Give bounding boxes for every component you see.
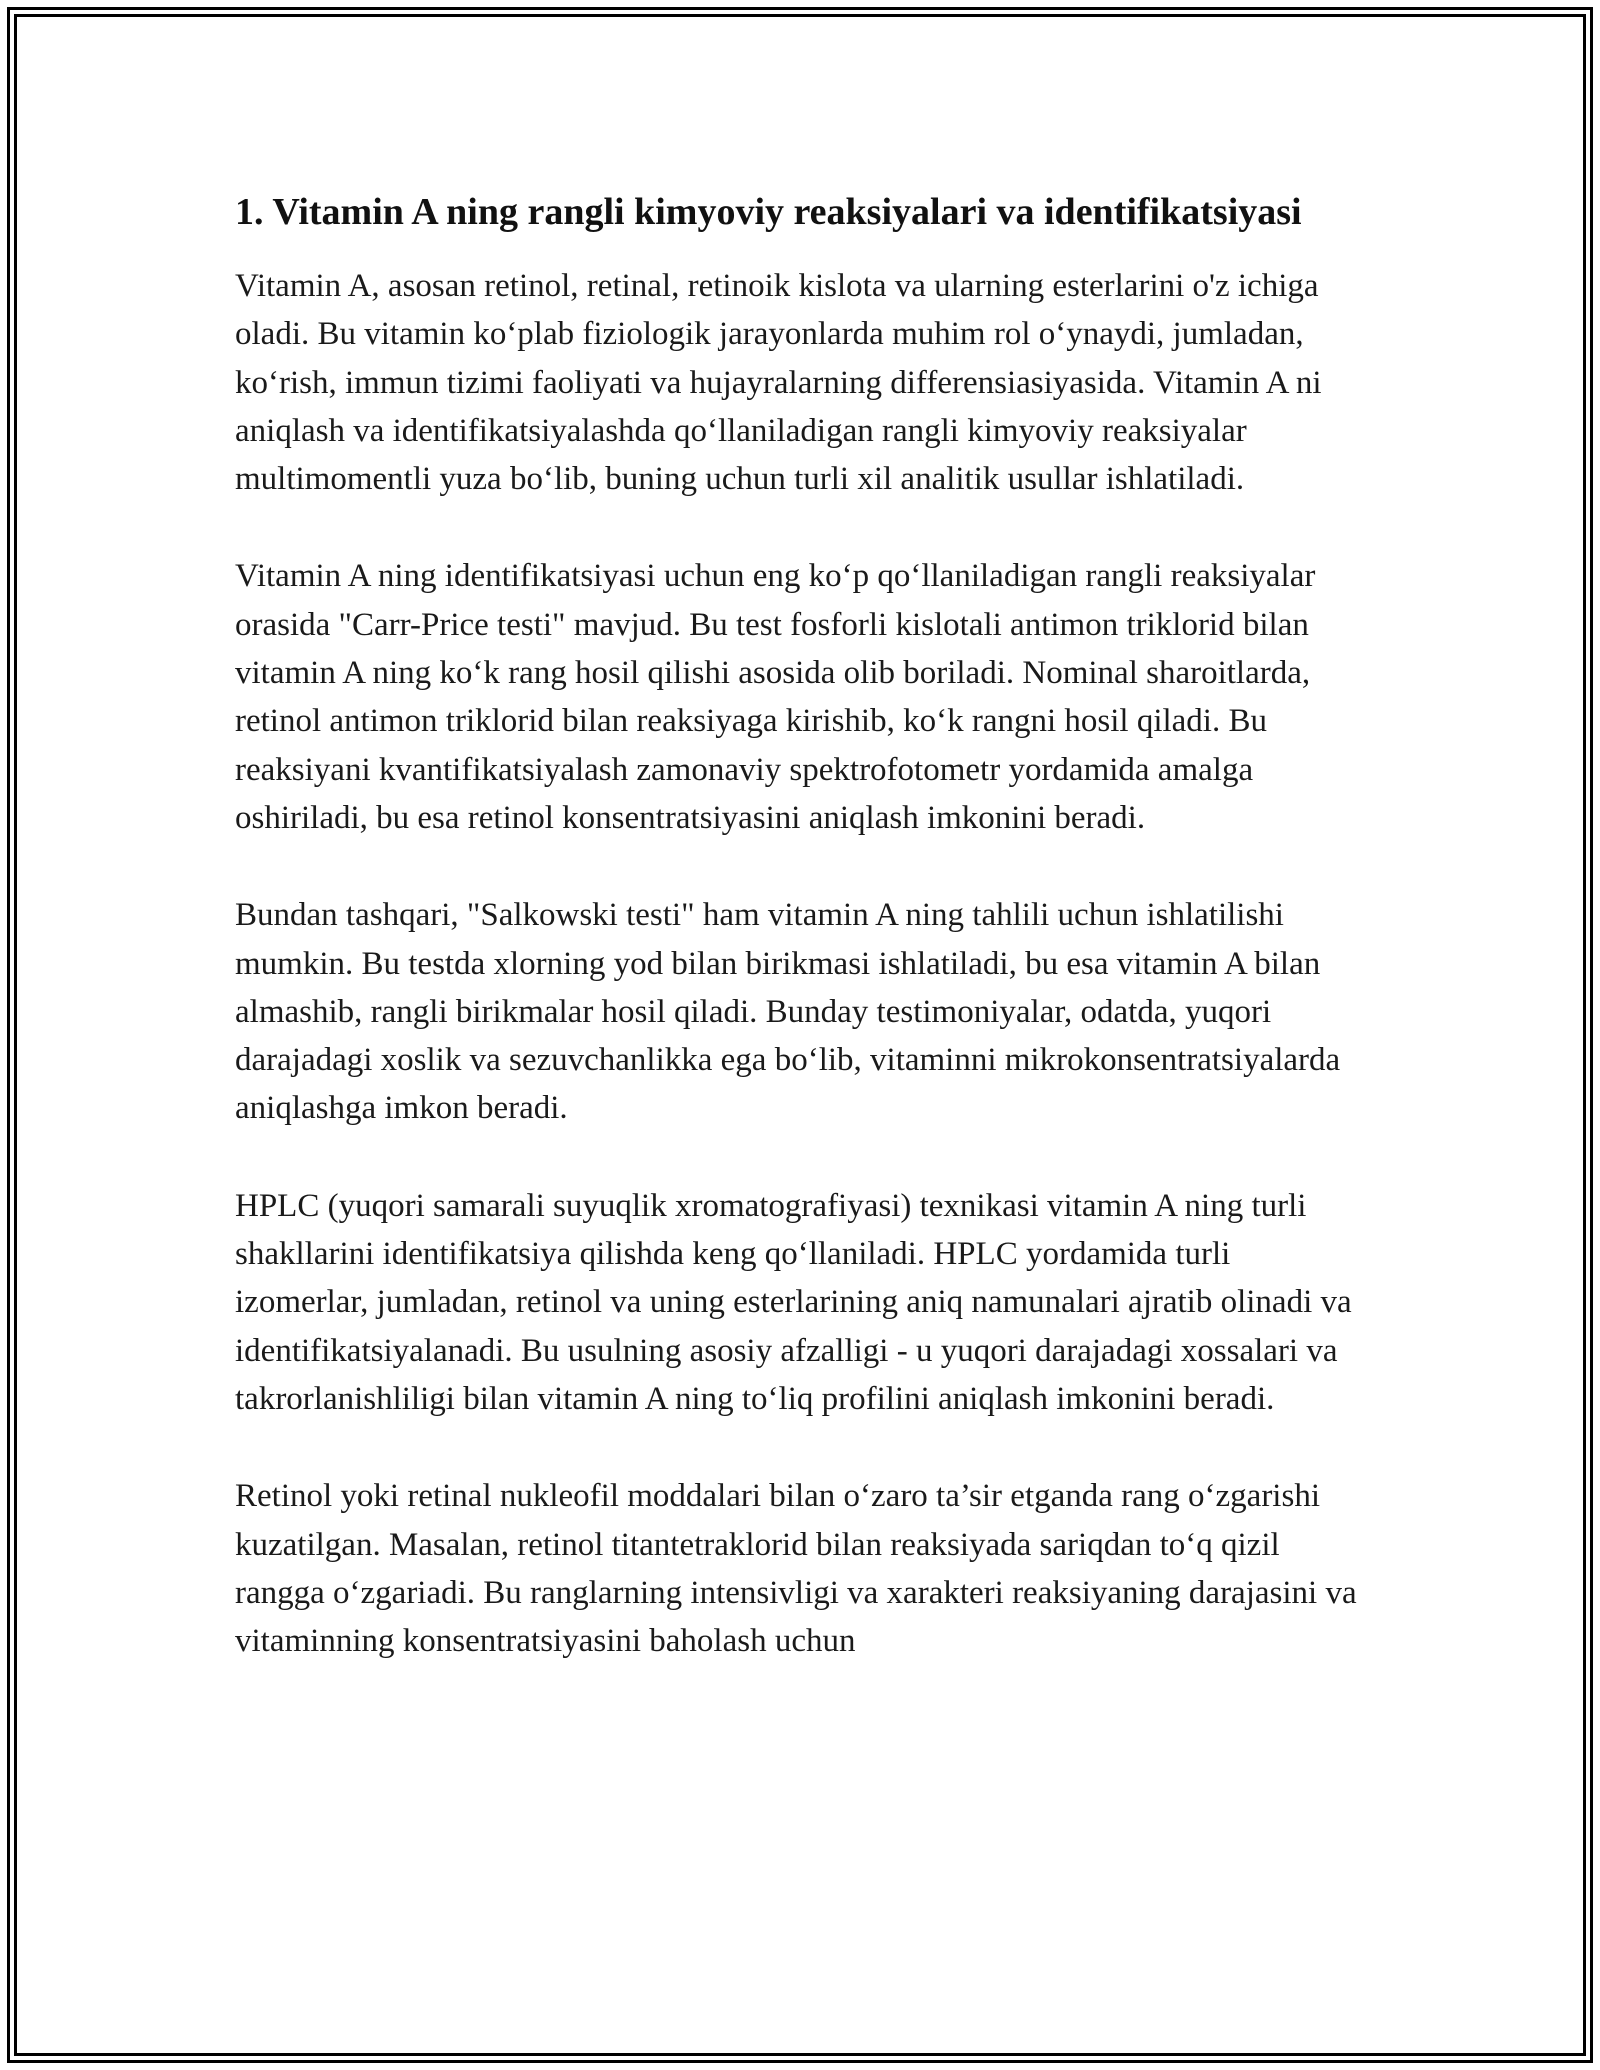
paragraph-intro: Vitamin A, asosan retinol, retinal, retinoik kislota va ularning esterlarini o'z ichiga oladi. Bu vitamin ko‘plab fiziologik jarayonlarda muhim rol o‘ynaydi, jumladan, ko‘rish, immun tizimi faoliyati va hujayralarning differensiasiyasida. Vitamin A ni aniqlash va identifikatsiyalashda qo‘llaniladigan rangli kimyoviy reaksiyalar multimomentli yuza bo‘lib, buning uchun turli xil analitik usullar ishlatiladi. [235,268,1322,498]
paragraph-salkowski: Bundan tashqari, "Salkowski testi" ham vitamin A ning tahlili uchun ishlatilishi mumkin. Bu testda xlorning yod bilan birikmasi ishlatiladi, bu esa vitamin A bilan almashib, rangli birikmalar hosil qiladi. Bunday testimoniyalar, odatda, yuqori darajadagi xoslik va sezuvchanlikka ega bo‘lib, vitaminni mikrokonsentratsiyalarda aniqlashga imkon beradi. [235,897,1341,1127]
document-body [235,185,1370,1714]
paragraph-carr-price: Vitamin A ning identifikatsiyasi uchun eng ko‘p qo‘llaniladigan rangli reaksiyalar orasida "Carr-Price testi" mavjud. Bu test fosforli kislotali antimon triklorid bilan vitamin A ning ko‘k rang hosil qilishi asosida olib boriladi. Nominal sharoitlarda, retinol antimon triklorid bilan reaksiyaga kirishib, ko‘k rangni hosil qiladi. Bu reaksiyani kvantifikatsiyalash zamonaviy spektrofotometr yordamida amalga oshiriladi, bu esa retinol konsentratsiyasini aniqlash imkonini beradi. [235,558,1316,836]
paragraph-hplc: HPLC (yuqori samarali suyuqlik xromatografiyasi) texnikasi vitamin A ning turli shakllarini identifikatsiya qilishda keng qo‘llaniladi. HPLC yordamida turli izomerlar, jumladan, retinol va uning esterlarining aniq namunalari ajratib olinadi va identifikatsiyalanadi. Bu usulning asosiy afzalligi - u yuqori darajadagi xossalari va takrorlanishliligi bilan vitamin A ning to‘liq profilini aniqlash imkonini beradi. [235,1187,1352,1417]
section-title: 1. Vitamin A ning rangli kimyoviy reaksiyalari va identifikatsiyasi [235,191,1302,233]
paragraph-retinol-color: Retinol yoki retinal nukleofil moddalari bilan o‘zaro ta’sir etganda rang o‘zgarishi kuzatilgan. Masalan, retinol titantetraklorid bilan reaksiyada sariqdan to‘q qizil rangga o‘zgariadi. Bu ranglarning intensivligi va xarakteri reaksiyaning darajasini va vitaminning konsentratsiyasini baholash uchun [235,1478,1357,1660]
